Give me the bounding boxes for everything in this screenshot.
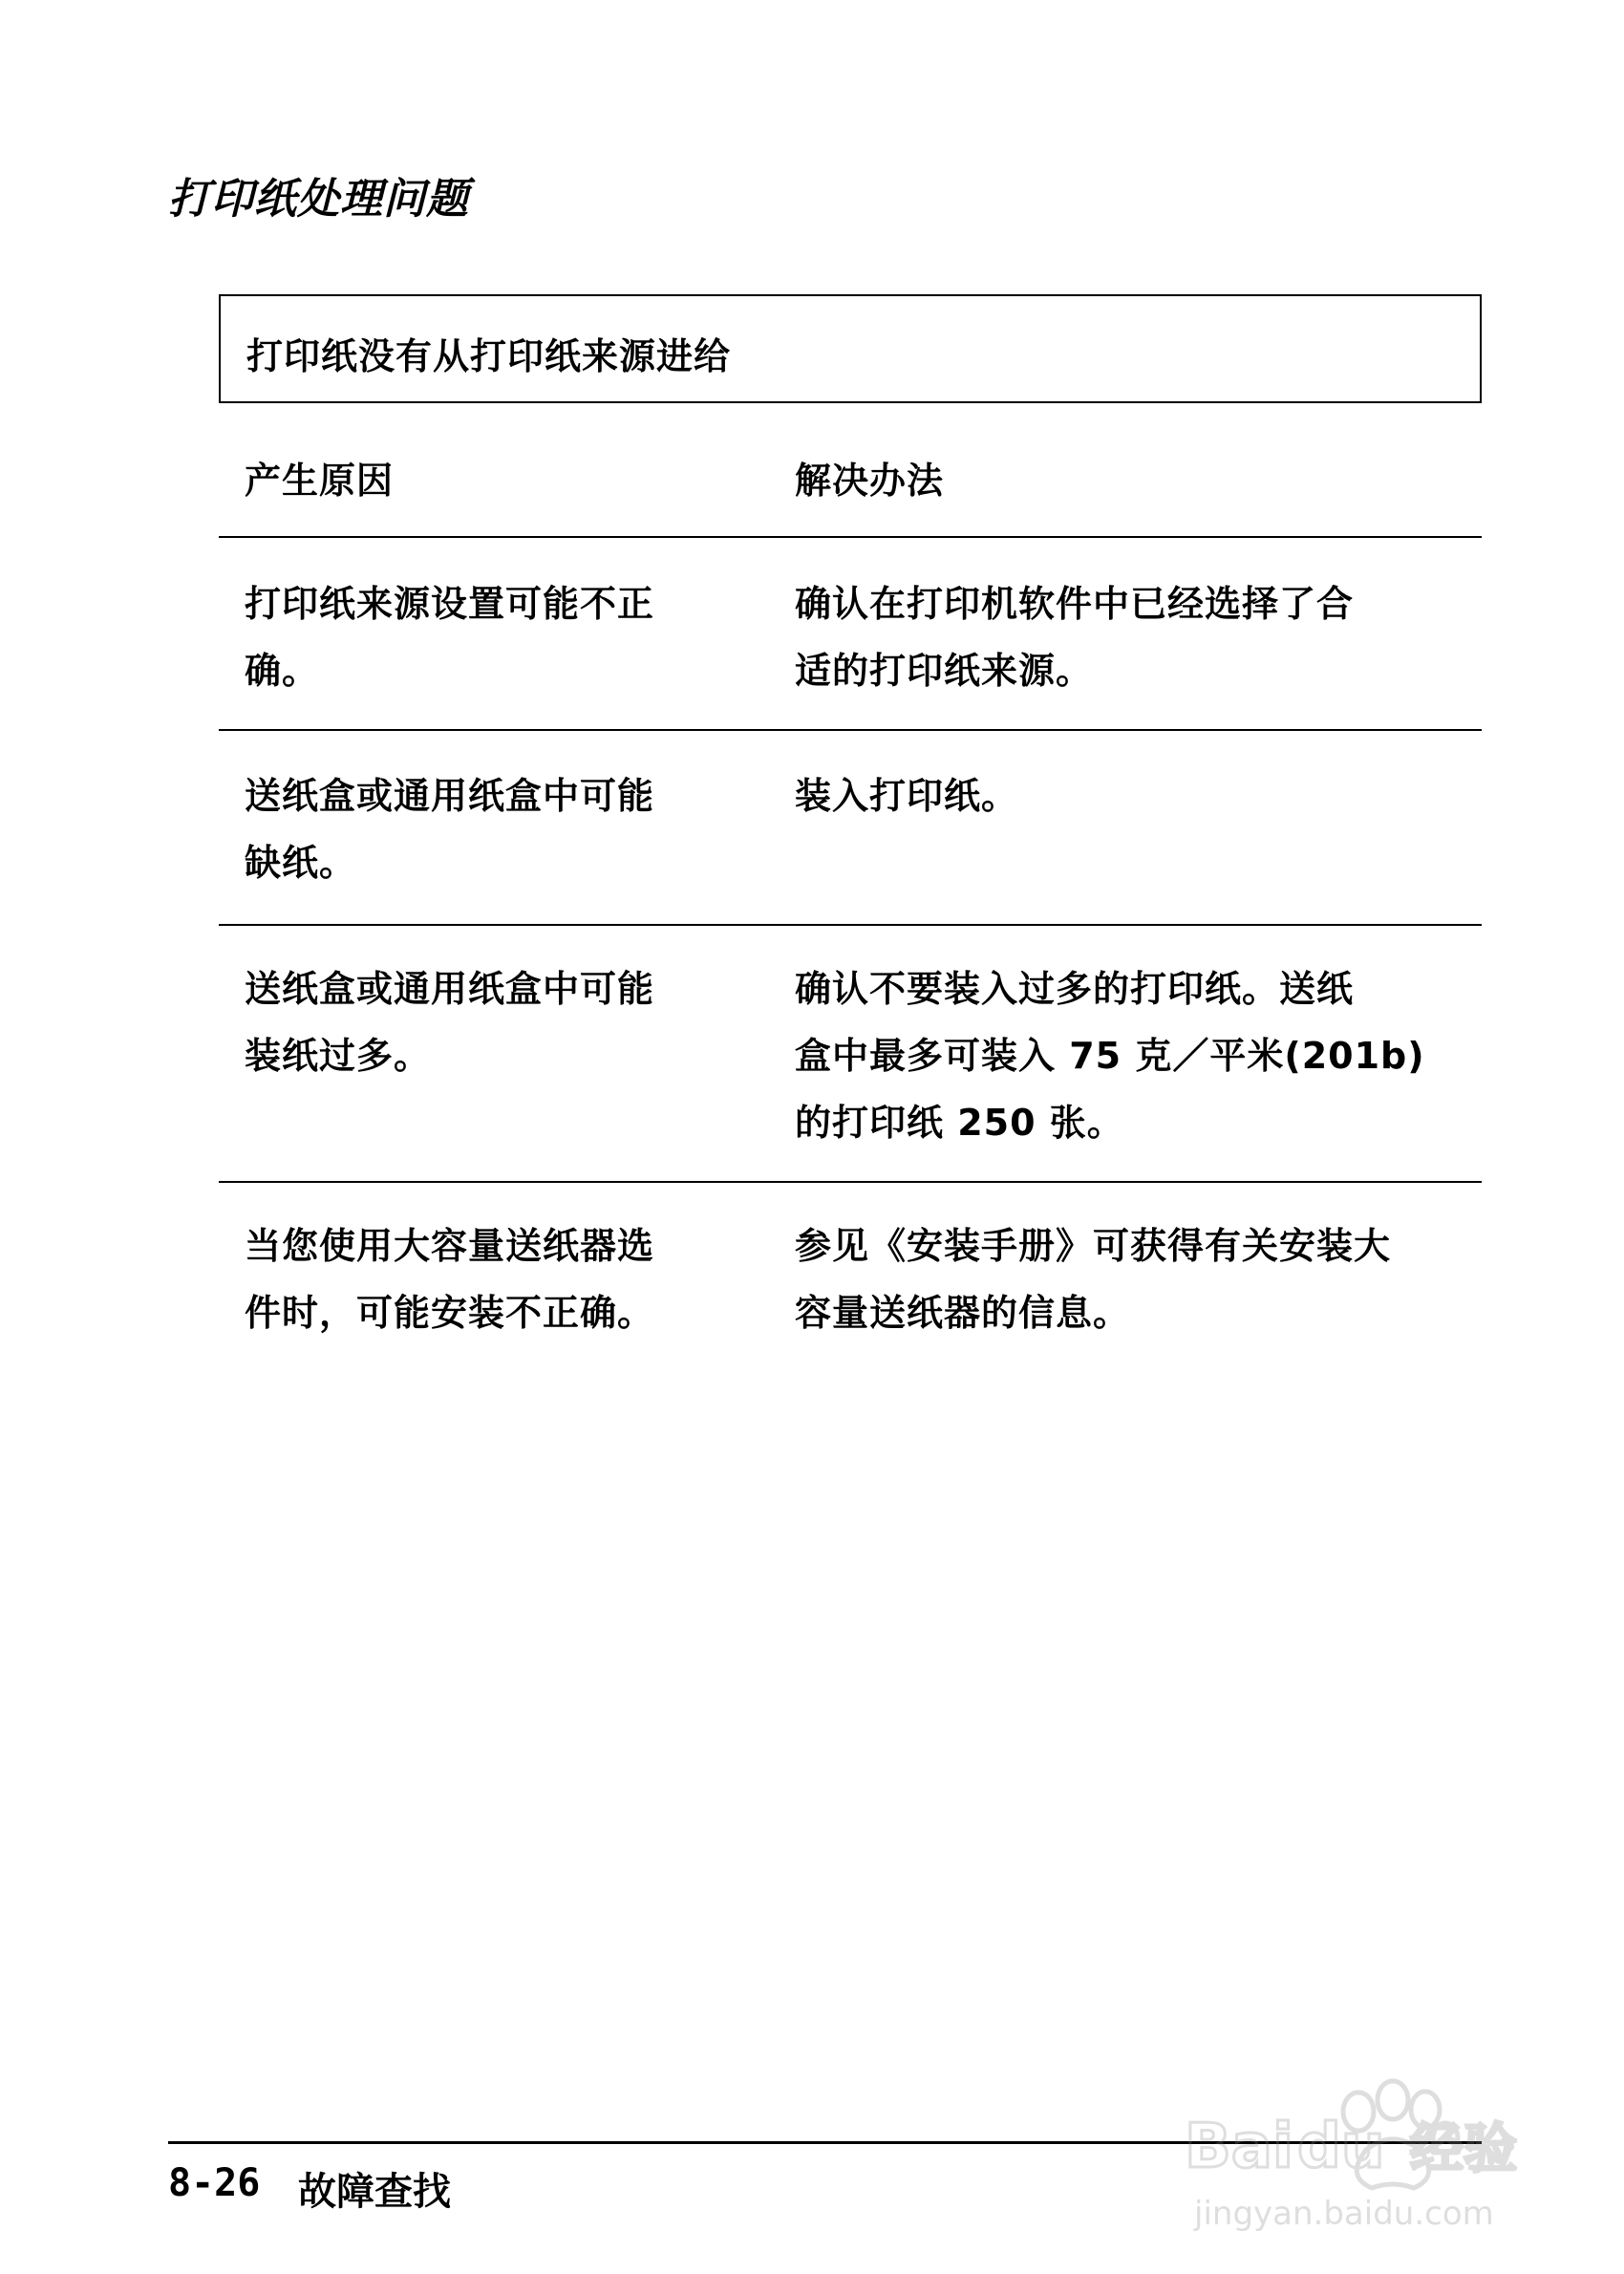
svg-text:du: du [1297, 2112, 1385, 2182]
footer-chapter-title: 故障查找 [298, 2170, 451, 2214]
table-rule [219, 729, 1482, 731]
column-header-cause: 产生原因 [245, 460, 395, 502]
row-1-solution: 确认在打印机软件中已经选择了合 适的打印纸来源。 [795, 583, 1355, 692]
svg-text:经验: 经验 [1410, 2118, 1517, 2180]
row-1-cause: 打印纸来源设置可能不正 确。 [245, 583, 655, 692]
problem-heading: 打印纸没有从打印纸来源进给 [246, 335, 732, 377]
svg-text:Bai: Bai [1185, 2112, 1293, 2182]
table-rule [219, 1181, 1482, 1183]
baidu-watermark-logo [1175, 2054, 1538, 2245]
row-2-solution: 装入打印纸。 [795, 775, 1019, 817]
section-title: 打印纸处理问题 [168, 175, 469, 224]
row-4-cause: 当您使用大容量送纸器选 件时，可能安装不正确。 [245, 1225, 655, 1334]
footer-page-number: 8-26 [168, 2161, 261, 2205]
table-rule [219, 924, 1482, 926]
row-2-cause: 送纸盒或通用纸盒中可能 缺纸。 [245, 775, 655, 884]
svg-text:jingyan.baidu.com: jingyan.baidu.com [1194, 2195, 1494, 2233]
row-3-cause: 送纸盒或通用纸盒中可能 装纸过多。 [245, 968, 655, 1077]
table-rule [219, 536, 1482, 538]
problem-heading-box [219, 294, 1482, 403]
column-header-solution: 解决办法 [795, 460, 945, 502]
row-4-solution: 参见《安装手册》可获得有关安装大 容量送纸器的信息。 [795, 1225, 1392, 1334]
row-3-solution: 确认不要装入过多的打印纸。送纸 盒中最多可装入 75 克／平米(201b) 的打印纸 250 张。 [795, 968, 1425, 1144]
